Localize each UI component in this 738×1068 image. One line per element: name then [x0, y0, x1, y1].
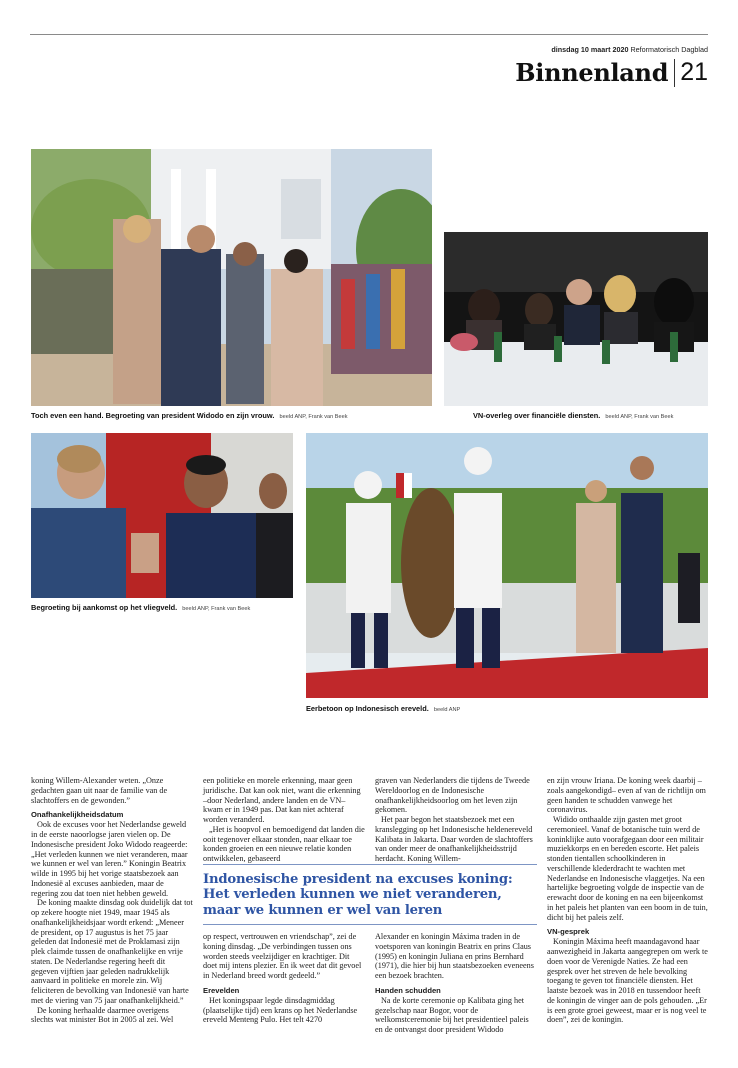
top-rule [30, 34, 708, 35]
article-column-3-bottom [375, 932, 537, 1035]
caption-2 [473, 411, 673, 420]
photo-handshake [31, 149, 432, 406]
section-divider [674, 59, 675, 87]
paragraph: Alexander en koningin Máxima traden in de voetsporen van koningin Beatrix en prins Claus (1995) en koningin Juliana en prins Bernhard (1971), die hier bij hun staatsbezoeken eveneens een bezoek brachten. [375, 932, 534, 980]
article-column-2-top [203, 776, 365, 864]
subheading: Handen schudden [375, 985, 441, 995]
headline-line-2: Het verleden kunnen we niet veranderen, [203, 887, 502, 903]
page-number: 21 [680, 58, 708, 86]
paragraph: Na de korte ceremonie op Kalibata ging het gezelschap naar Bogor, voor de welkomstceremonie bij het presidentieel paleis en de ontvangst door president Widodo [375, 995, 529, 1034]
photo-airport-greeting [31, 433, 293, 598]
caption-text: Begroeting bij aankomst op het vliegveld. [31, 603, 178, 612]
subheading: Erevelden [203, 985, 240, 995]
article-column-4 [547, 776, 708, 1025]
caption-3 [31, 603, 250, 612]
section-header [515, 58, 708, 87]
photo-un-meeting [444, 232, 708, 406]
paragraph: Koningin Máxima heeft maandagavond haar aanwezigheid in Jakarta aangegrepen om werk te doen voor de Verenigde Naties. Ze had een gesprek over het streven de hele bevolking toegang te geven tot financiële diensten. Het laatste bezoek was in 2018 en tussendoor heeft de koningin de vinger aan de pols gehouden. „Er is een grote groei geweest, maar er is nog veel te doen”, zei de koningin. [547, 937, 708, 1025]
paragraph: Widido onthaalde zijn gasten met groot ceremonieel. Vanaf de botanische tuin werd de koninklijke auto voorafgegaan door een militair muziekkorps en en bereden escorte. Het paleis stonden tientallen schoolkinderen in verschillende klederdracht te wachten met Nederlandse en Indonesische vlaggetjes. Na een hartelijke begroeting volgde de inspectie van de erewacht door de koning en na een bijeenkomst in het paleis het planten van een boom in de tuin, dicht bij het paleis zelf. [547, 815, 708, 922]
paragraph: De koning herhaalde daarmee overigens slechts wat minister Bot in 2005 al zei. Wel [31, 1005, 174, 1025]
article-column-2-bottom [203, 932, 365, 1025]
issue-date: dinsdag 10 maart 2020 [551, 45, 629, 54]
photo-credit: beeld ANP, Frank van Beek [279, 414, 348, 420]
photo-credit: beeld ANP, Frank van Beek [182, 606, 251, 612]
caption-text: VN-overleg over financiële diensten. [473, 411, 601, 420]
article-column-3-top [375, 776, 537, 864]
paragraph: graven van Nederlanders die tijdens de Tweede Wereldoorlog en de Indonesische onafhankelijkheidsoorlog om het leven zijn gekomen. [375, 776, 530, 815]
dateline [551, 45, 708, 54]
newspaper-name: Reformatorisch Dagblad [630, 45, 708, 54]
paragraph: op respect, vertrouwen en vriendschap”, zei de koning dinsdag. „De verbindingen tussen ons worden steeds veelzijdiger en krachtiger. Dit doet mij intens plezier. En ik weet dat dit gevoel in Nederland breed wordt gedeeld.” [203, 932, 362, 980]
subheading: Onafhankelijkheidsdatum [31, 810, 124, 820]
headline-quote [203, 864, 537, 925]
paragraph: De koning maakte dinsdag ook duidelijk dat tot op zekere hoogte niet 1949, maar 1945 als onafhankelijkheidsjaar wordt erkend: „Meneer de president, op 17 augustus is het 75 jaar geleden dat Indonesië met de Proklamasi zijn plek claimde tussen de onafhankelijke en vrije staten. De Nederlandse regering heeft dit gegeven vijftien jaar geleden nadrukkelijk aanvaard in politieke en morele zin. Wij feliciteren de bevolking van Indonesië van harte met de viering van 75 jaar onafhankelijkheid.” [31, 898, 193, 1005]
photo-credit: beeld ANP [433, 707, 461, 713]
caption-text: Eerbetoon op Indonesisch ereveld. [306, 704, 429, 713]
caption-text: Toch even een hand. Begroeting van president Widodo en zijn vrouw. [31, 411, 275, 420]
headline-line-3: maar we kunnen er wel van leren [203, 902, 443, 918]
article-column-1 [31, 776, 193, 1025]
caption-4 [306, 704, 460, 713]
caption-1 [31, 411, 348, 420]
subheading: VN-gesprek [547, 927, 590, 937]
paragraph: koning Willem-Alexander weten. „Onze gedachten gaan uit naar de familie van de slachtoffers en de gewonden.” [31, 776, 168, 805]
paragraph: Het koningspaar legde dinsdagmiddag (plaatselijke tijd) een krans op het Nederlandse ereveld Menteng Pulo. Het telt 4270 [203, 995, 358, 1025]
paragraph: een politieke en morele erkenning, maar geen juridische. Dat kan ook niet, want die erkenning –door Nederland, andere landen en de VN– kwam er in 1949 pas. Dat kan niet achteraf worden veranderd. [203, 776, 361, 824]
paragraph: Het paar begon het staatsbezoek met een kranslegging op het Indonesische heldenereveld Kalibata in Jakarta. Daar worden de slachtoffers van onder meer de onafhankelijkheidsstrijd herdacht. Koning Willem- [375, 815, 533, 863]
paragraph: Ook de excuses voor het Nederlandse geweld in de eerste naoorlogse jaren vielen op. De Indonesische president Joko Widodo reageerde: „Het verleden kunnen we niet veranderen, maar we kunnen er wel van leren.” Koningin Beatrix wilde in 1995 bij het vorige staatsbezoek aan Indonesië al excuses aanbieden, maar de regering zou dat toen niet hebben geweld. [31, 820, 188, 898]
photo-wreath-laying [306, 433, 708, 698]
photo-credit: beeld ANP, Frank van Beek [605, 414, 674, 420]
section-name: Binnenland [515, 58, 669, 87]
headline-line-1: Indonesische president na excuses koning: [203, 872, 513, 887]
paragraph: en zijn vrouw Iriana. De koning week daarbij –zoals aangekondigd– even af van de richtlijn om geen handen te schudden vanwege het coronavirus. [547, 776, 706, 815]
paragraph: „Het is hoopvol en bemoedigend dat landen die ooit tegenover elkaar stonden, naar elkaar toe konden groeien en een nieuwe relatie konden ontwikkelen, gebaseerd [203, 824, 365, 863]
